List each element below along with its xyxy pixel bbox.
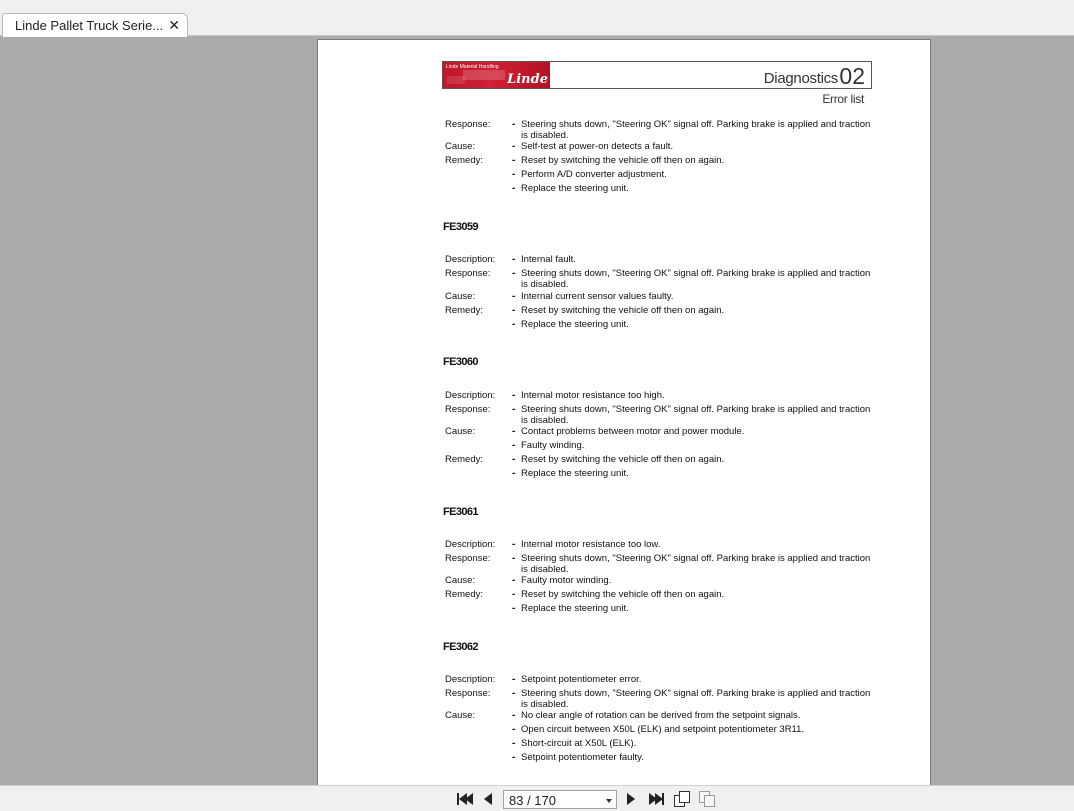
cause-text: Faulty motor winding. [521, 575, 612, 586]
dash: - [512, 468, 516, 479]
dash: - [512, 319, 516, 330]
cause-label: Cause: [445, 291, 476, 302]
dash: - [512, 169, 516, 180]
description-label: Description: [445, 390, 496, 401]
response-label: Response: [445, 688, 491, 699]
dash: - [512, 575, 516, 586]
dash: - [512, 119, 516, 130]
section-title: Diagnostics [763, 70, 838, 87]
dash: - [512, 141, 516, 152]
section-subtitle: Error list [822, 92, 864, 106]
cause-text: Self-test at power-on detects a fault. [521, 141, 674, 152]
tab-bar [0, 0, 1074, 36]
response-text: Steering shuts down, "Steering OK" signal off. Parking brake is applied and traction [521, 553, 871, 564]
dash: - [512, 183, 516, 194]
response-text: Steering shuts down, "Steering OK" signal off. Parking brake is applied and traction [521, 119, 871, 130]
cause-text: Short-circuit at X50L (ELK). [521, 738, 637, 749]
cause-label: Cause: [445, 426, 476, 437]
page-number-select[interactable] [503, 790, 617, 809]
document-page [317, 39, 931, 785]
dash: - [512, 674, 516, 685]
remedy-text: Perform A/D converter adjustment. [521, 169, 667, 180]
last-page-button[interactable] [648, 791, 664, 807]
remedy-label: Remedy: [445, 305, 484, 316]
cause-label: Cause: [445, 575, 476, 586]
tab-title: Linde Pallet Truck Serie... [15, 18, 164, 33]
document-viewer[interactable] [0, 37, 1074, 785]
dash: - [512, 155, 516, 166]
dash: - [512, 539, 516, 550]
error-code-heading: FE3060 [443, 356, 478, 368]
remedy-text: Replace the steering unit. [521, 319, 629, 330]
chevron-down-icon[interactable] [606, 799, 612, 803]
close-tab-icon[interactable]: ✕ [168, 17, 180, 33]
response-text: Steering shuts down, "Steering OK" signal off. Parking brake is applied and traction [521, 688, 871, 699]
cause-text: Contact problems between motor and power module. [521, 426, 745, 437]
dash: - [512, 752, 516, 763]
remedy-text: Reset by switching the vehicle off then on again. [521, 589, 725, 600]
dash: - [512, 404, 516, 415]
response-text-cont: is disabled. [521, 279, 569, 290]
next-page-button[interactable] [624, 791, 640, 807]
response-label: Response: [445, 268, 491, 279]
remedy-label: Remedy: [445, 589, 484, 600]
response-label: Response: [445, 119, 491, 130]
error-code-heading: FE3061 [443, 506, 478, 518]
dash: - [512, 390, 516, 401]
logo-small-text: Linde Material Handling [446, 64, 499, 70]
dash: - [512, 710, 516, 721]
description-label: Description: [445, 539, 496, 550]
response-text: Steering shuts down, "Steering OK" signal off. Parking brake is applied and traction [521, 268, 871, 279]
dash: - [512, 724, 516, 735]
response-text-cont: is disabled. [521, 564, 569, 575]
cause-label: Cause: [445, 710, 476, 721]
previous-page-button[interactable] [481, 791, 497, 807]
description-label: Description: [445, 674, 496, 685]
response-label: Response: [445, 553, 491, 564]
dash: - [512, 738, 516, 749]
response-text-cont: is disabled. [521, 699, 569, 710]
dash: - [512, 268, 516, 279]
dash: - [512, 254, 516, 265]
linde-logo [443, 62, 550, 88]
dash: - [512, 291, 516, 302]
error-code-heading: FE3059 [443, 221, 478, 233]
dash: - [512, 688, 516, 699]
dash: - [512, 589, 516, 600]
dash: - [512, 603, 516, 614]
remedy-text: Reset by switching the vehicle off then on again. [521, 155, 725, 166]
response-text: Steering shuts down, "Steering OK" signal off. Parking brake is applied and traction [521, 404, 871, 415]
remedy-text: Replace the steering unit. [521, 603, 629, 614]
description-label: Description: [445, 254, 496, 265]
logo-brand-text: Linde [507, 72, 548, 87]
copy-page-icon[interactable] [698, 791, 716, 808]
remedy-text: Reset by switching the vehicle off then on again. [521, 454, 725, 465]
response-text-cont: is disabled. [521, 130, 569, 141]
error-code-heading: FE3062 [443, 641, 478, 653]
export-page-icon[interactable] [673, 791, 691, 808]
remedy-label: Remedy: [445, 454, 484, 465]
remedy-text: Replace the steering unit. [521, 183, 629, 194]
page-navigation-bar [0, 785, 1074, 811]
response-text-cont: is disabled. [521, 415, 569, 426]
cause-text: Internal current sensor values faulty. [521, 291, 674, 302]
dash: - [512, 440, 516, 451]
description-text: Setpoint potentiometer error. [521, 674, 642, 685]
dash: - [512, 305, 516, 316]
description-text: Internal motor resistance too low. [521, 539, 661, 550]
document-tab[interactable] [2, 13, 188, 37]
response-label: Response: [445, 404, 491, 415]
remedy-text: Replace the steering unit. [521, 468, 629, 479]
cause-text: No clear angle of rotation can be derived from the setpoint signals. [521, 710, 801, 721]
page-header [442, 61, 872, 89]
page-number-value: 83 / 170 [509, 793, 556, 808]
first-page-button[interactable] [456, 791, 472, 807]
description-text: Internal fault. [521, 254, 576, 265]
remedy-label: Remedy: [445, 155, 484, 166]
cause-label: Cause: [445, 141, 476, 152]
remedy-text: Reset by switching the vehicle off then on again. [521, 305, 725, 316]
cause-text: Setpoint potentiometer faulty. [521, 752, 644, 763]
dash: - [512, 454, 516, 465]
dash: - [512, 553, 516, 564]
description-text: Internal motor resistance too high. [521, 390, 665, 401]
chapter-number: 02 [839, 63, 865, 89]
cause-text: Open circuit between X50L (ELK) and setpoint potentiometer 3R11. [521, 724, 805, 735]
dash: - [512, 426, 516, 437]
cause-text: Faulty winding. [521, 440, 585, 451]
